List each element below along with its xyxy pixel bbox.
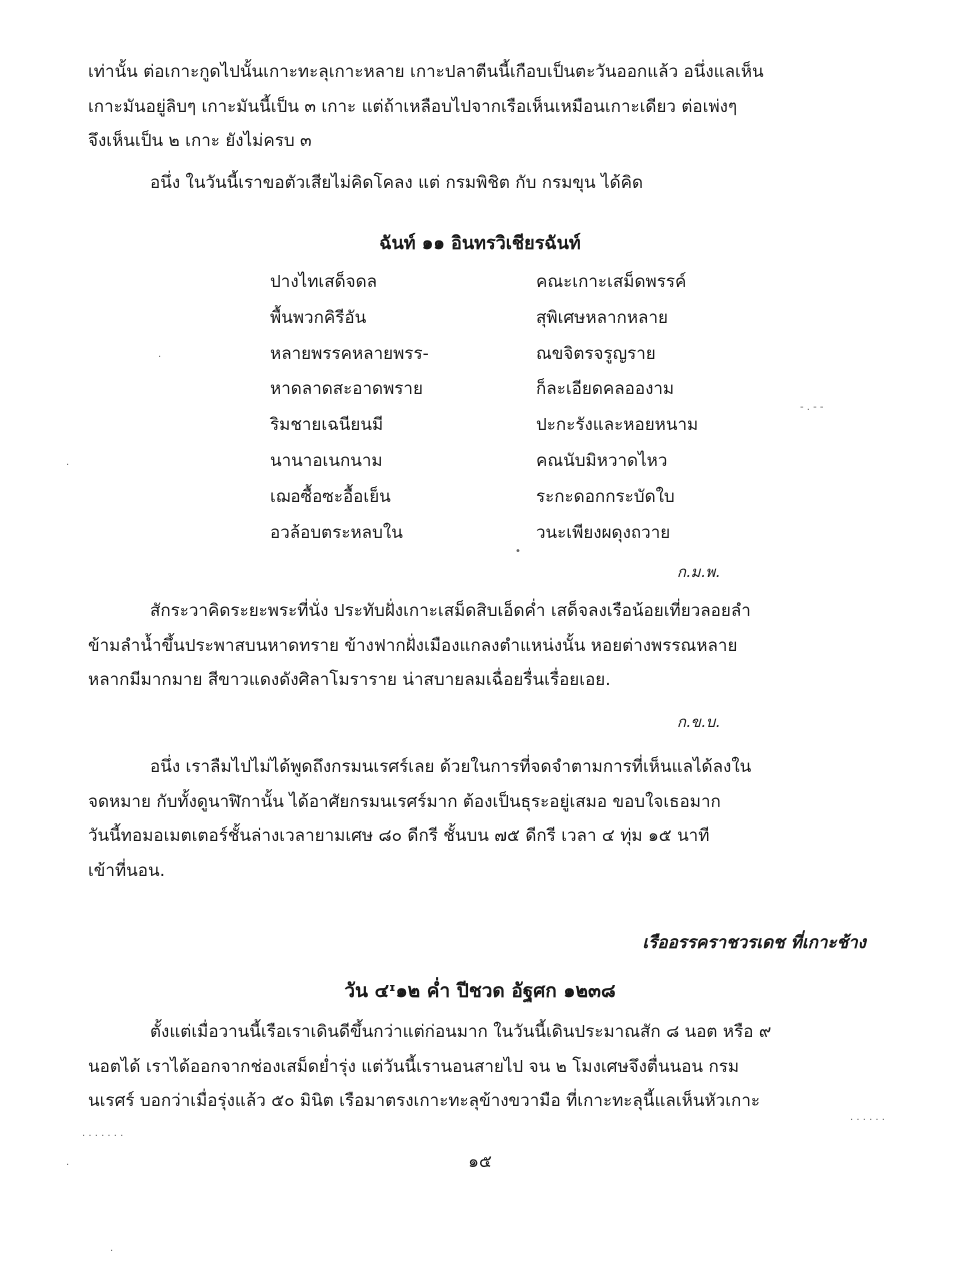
intro-line: จึงเห็นเป็น ๒ เกาะ ยังไม่ครบ ๓ (88, 131, 312, 151)
date-heading: วัน ๔ᶦ๑๒ ค่ำ ปีชวด อัฐศก ๑๒๓๘ (344, 980, 616, 1002)
verse-line-right: ก็ละเอียดคลอองาม (536, 379, 675, 400)
verse-line-left: หลายพรรคหลายพรร- (270, 343, 429, 364)
final-line: ตั้งแต่เมื่อวานนี้เรือเราเดินดีขึ้นกว่าแต่ก่อนมาก ในวันนี้เดินประมาณสัก ๘ นอต หรือ ๙ (150, 1022, 772, 1042)
verse-line-left: นานาอเนกนาม (270, 450, 383, 471)
verse-line-left: อวล้อบตระหลบใน (270, 522, 403, 543)
poem-signature: ก.ม.พ. (676, 563, 720, 581)
scan-speck: · (158, 352, 162, 363)
verse-line-left: เฌอซื้อซะอื้อเย็น (270, 486, 391, 507)
location-line: เรืออรรคราชวรเดช ที่เกาะช้าง (642, 933, 866, 953)
note-line: เข้าที่นอน. (88, 860, 166, 881)
intro-line: เท่านั้น ต่อเกาะกูดไปนั้นเกาะทะลุเกาะหลาย เกาะปลาตีนนี้เกือบเป็นตะวันออกแล้ว อนึ่งแลเห็น (88, 62, 764, 82)
intro-paragraph-2: อนึ่ง ในวันนี้เราขอตัวเสียไม่คิดโคลง แต่ กรมพิชิต กับ กรมขุน ได้คิด (150, 173, 644, 193)
verse-line-right: ปะกะรังและหอยหนาม (536, 415, 699, 436)
scan-speck: · (66, 460, 70, 471)
note-paragraph (88, 750, 870, 888)
verse-line-left: พื้นพวกคิรีอัน (270, 307, 367, 328)
verse-row (270, 265, 750, 301)
scan-speck: · (66, 1160, 70, 1171)
poem-verse (270, 265, 750, 551)
verse-line-right: ระกะดอกกระบัดใบ (536, 486, 675, 507)
scan-speck: . . . . . . (850, 1112, 885, 1123)
poem-title: ฉันท์ ๑๑ อินทรวิเชียรฉันท์ (379, 233, 581, 254)
verse-row (270, 408, 750, 444)
verse-row (270, 372, 750, 408)
verse-row (270, 444, 750, 480)
verse-row (270, 301, 750, 337)
intro-line: เกาะมันอยู่ลิบๆ เกาะมันนี้เป็น ๓ เกาะ แต่ถ้าเหลือบไปจากเรือเห็นเหมือนเกาะเดียว ต่อเพ่งๆ (88, 96, 738, 117)
scan-speck: • (515, 546, 521, 557)
final-line: นอตได้ เราได้ออกจากช่องเสม็ดย่ำรุ่ง แต่วันนี้เรานอนสายไป จน ๒ โมงเศษจึงตื่นนอน กรม (88, 1056, 740, 1077)
scan-speck: · (110, 1246, 114, 1257)
page-number: ๑๕ (468, 1152, 492, 1172)
verse-line-left: ปางไทเสด็จดล (270, 272, 378, 292)
scan-speck: . . . . . . . (82, 1128, 124, 1139)
prose-paragraph (88, 594, 870, 698)
prose-line: สักระวาคิดระยะพระที่นั่ง ประทับฝั่งเกาะเสม็ดสิบเอ็ดค่ำ เสด็จลงเรือน้อยเที่ยวลอยลำ (150, 601, 751, 621)
note-line: จดหมาย กับทั้งดูนาฬิกานั้น ได้อาศัยกรมนเรศร์มาก ต้องเป็นธุระอยู่เสมอ ขอบใจเธอมาก (88, 791, 721, 812)
final-line: นเรศร์ บอกว่าเมื่อรุ่งแล้ว ๕๐ มินิต เรือมาตรงเกาะทะลุข้างขวามือ ที่เกาะทะลุนี้แลเห็นหัวเกาะ (88, 1091, 760, 1111)
prose-line: ข้ามลำน้ำขึ้นประพาสบนหาดทราย ข้างฟากฝั่งเมืองแกลงตำแหน่งนั้น หอยต่างพรรณหลาย (88, 635, 738, 656)
verse-line-left: หาดลาดสะอาดพราย (270, 379, 423, 400)
prose-signature: ก.ข.บ. (676, 713, 720, 731)
final-paragraph (88, 1015, 870, 1119)
verse-row (270, 516, 750, 552)
intro-paragraph (88, 55, 870, 159)
verse-row (270, 480, 750, 516)
verse-line-right: สุพิเศษหลากหลาย (536, 307, 668, 328)
verse-line-left: ริมชายเฉนียนมี (270, 415, 384, 436)
prose-line: หลากมีมากมาย สีขาวแดงดังศิลาโมราราย น่าสบายลมเฉื่อยรื่นเรื่อยเอย. (88, 670, 611, 690)
verse-line-right: วนะเพียงผดุงถวาย (536, 522, 671, 543)
note-line: วันนี้ทอมอเมตเตอร์ชั้นล่างเวลายามเศษ ๘๐ ดีกรี ชั้นบน ๗๕ ดีกรี เวลา ๔ ทุ่ม ๑๕ นาที (88, 826, 710, 846)
verse-row (270, 337, 750, 373)
scan-speck: - . - - (800, 402, 824, 413)
verse-line-right: คณนับมิหวาดไหว (536, 450, 668, 471)
verse-line-right: คณะเกาะเสม็ดพรรค์ (536, 272, 687, 292)
note-line: อนึ่ง เราลืมไปไม่ได้พูดถึงกรมนเรศร์เลย ด้วยในการที่จดจำตามการที่เห็นแลได้ลงใน (150, 757, 752, 777)
verse-line-right: ณขจิตรจรูญราย (536, 343, 656, 364)
